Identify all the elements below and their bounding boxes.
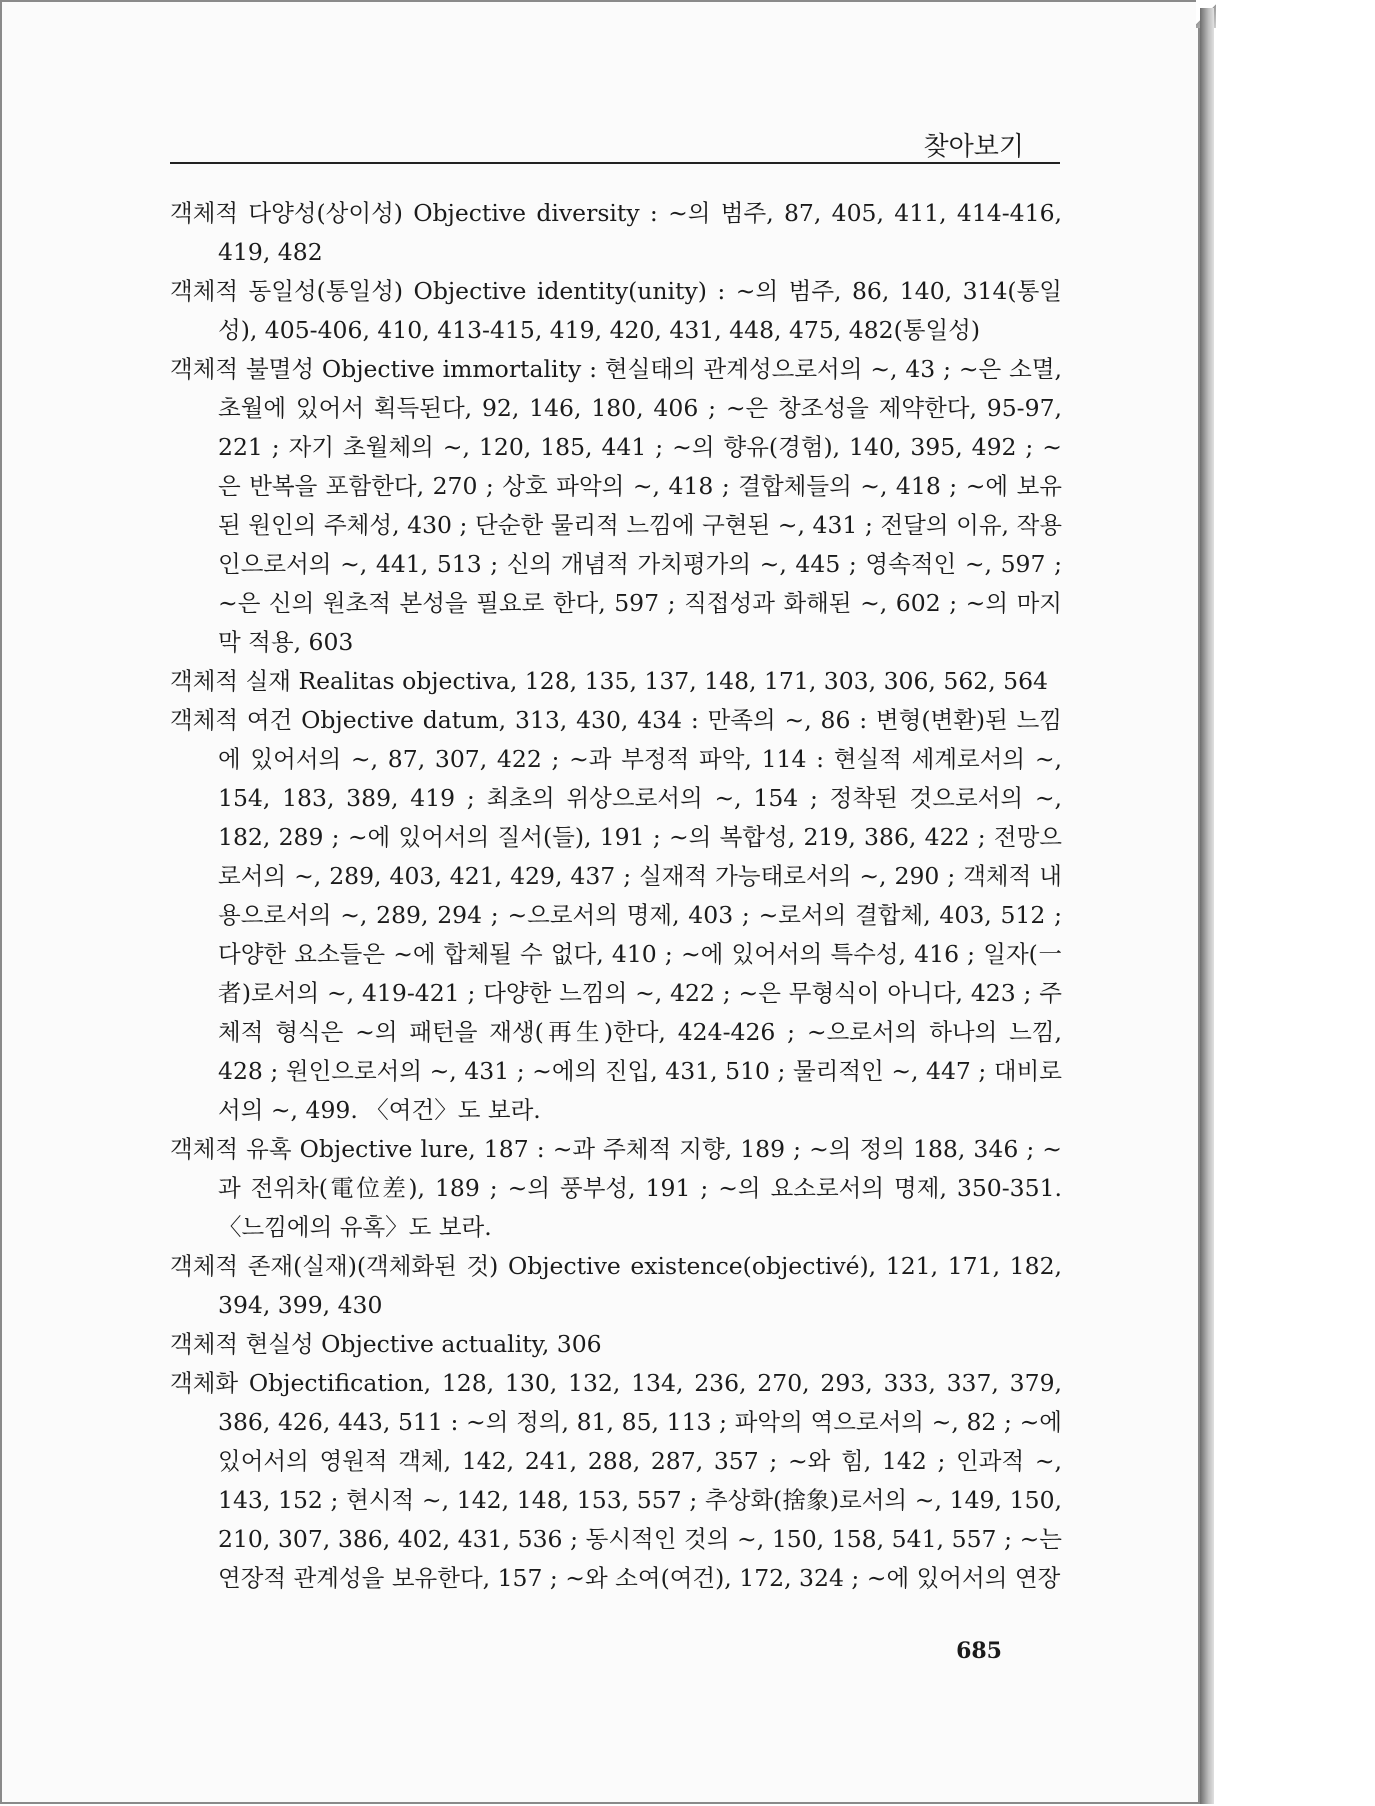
header-rule	[170, 162, 1060, 164]
index-entry: 객체화 Objectification, 128, 130, 132, 134, 236, 270, 293, 333, 337, 379, 386, 426, 443, 511 : ∼의 정의, 81, 85, 113 ; 파악의 역으로서의 ∼, 82 ; ∼에 있어서의 영원적 객체, 142, 241, 288, 287, 357 ; ∼와 힘, 142 ; 인과적 ∼, 143, 152 ; 현시적 ∼, 142, 148, 153, 557 ; 추상화(捨象)로서의 ∼, 149, 150, 210, 307, 386, 402, 431, 536 ; 동시적인 것의 ∼, 150, 158, 541, 557 ; ∼는 연장적 관계성을 보유한다, 157 ; ∼와 소여(여건), 172, 324 ; ∼에 있어서의 연장	[170, 1369, 1062, 1592]
index-entry: 객체적 다양성(상이성) Objective diversity : ∼의 범주, 87, 405, 411, 414-416, 419, 482	[170, 199, 1062, 266]
index-entry: 객체적 유혹 Objective lure, 187 : ∼과 주체적 지향, 189 ; ∼의 정의 188, 346 ; ∼과 전위차(電位差), 189 ; ∼의 풍부성, 191 ; ∼의 요소로서의 명제, 350-351. 〈느낌에의 유혹〉도 보라.	[170, 1135, 1062, 1241]
index-entry: 객체적 여건 Objective datum, 313, 430, 434 : 만족의 ∼, 86 : 변형(변환)된 느낌에 있어서의 ∼, 87, 307, 422 ; ∼과 부정적 파악, 114 : 현실적 세계로서의 ∼, 154, 183, 389, 419 ; 최초의 위상으로서의 ∼, 154 ; 정착된 것으로서의 ∼, 182, 289 ; ∼에 있어서의 질서(들), 191 ; ∼의 복합성, 219, 386, 422 ; 전망으로서의 ∼, 289, 403, 421, 429, 437 ; 실재적 가능태로서의 ∼, 290 ; 객체적 내용으로서의 ∼, 289, 294 ; ∼으로서의 명제, 403 ; ∼로서의 결합체, 403, 512 ; 다양한 요소들은 ∼에 합체될 수 없다, 410 ; ∼에 있어서의 특수성, 416 ; 일자(一者)로서의 ∼, 419-421 ; 다양한 느낌의 ∼, 422 ; ∼은 무형식이 아니다, 423 ; 주체적 형식은 ∼의 패턴을 재생(再生)한다, 424-426 ; ∼으로서의 하나의 느낌, 428 ; 원인으로서의 ∼, 431 ; ∼에의 진입, 431, 510 ; 물리적인 ∼, 447 ; 대비로서의 ∼, 499. 〈여건〉도 보라.	[170, 706, 1062, 1124]
page-number: 685	[956, 1638, 1002, 1664]
index-entry: 객체적 존재(실재)(객체화된 것) Objective existence(objectivé), 121, 171, 182, 394, 399, 430	[170, 1252, 1062, 1319]
running-head: 찾아보기	[923, 132, 1024, 162]
index-entry: 객체적 동일성(통일성) Objective identity(unity) : ∼의 범주, 86, 140, 314(통일성), 405-406, 410, 413-415, 419, 420, 431, 448, 475, 482(통일성)	[170, 277, 1062, 344]
index-entries	[170, 194, 1062, 1598]
page-edge-shadow	[1200, 8, 1214, 1804]
index-entry: 객체적 불멸성 Objective immortality : 현실태의 관계성으로서의 ∼, 43 ; ∼은 소멸, 초월에 있어서 획득된다, 92, 146, 180, 406 ; ∼은 창조성을 제약한다, 95-97, 221 ; 자기 초월체의 ∼, 120, 185, 441 ; ∼의 향유(경험), 140, 395, 492 ; ∼은 반복을 포함한다, 270 ; 상호 파악의 ∼, 418 ; 결합체들의 ∼, 418 ; ∼에 보유된 원인의 주체성, 430 ; 단순한 물리적 느낌에 구현된 ∼, 431 ; 전달의 이유, 작용인으로서의 ∼, 441, 513 ; 신의 개념적 가치평가의 ∼, 445 ; 영속적인 ∼, 597 ; ∼은 신의 원초적 본성을 필요로 한다, 597 ; 직접성과 화해된 ∼, 602 ; ∼의 마지막 적용, 603	[170, 355, 1062, 656]
index-entry: 객체적 실재 Realitas objectiva, 128, 135, 137, 148, 171, 303, 306, 562, 564	[170, 667, 1049, 695]
index-entry: 객체적 현실성 Objective actuality, 306	[170, 1330, 602, 1358]
